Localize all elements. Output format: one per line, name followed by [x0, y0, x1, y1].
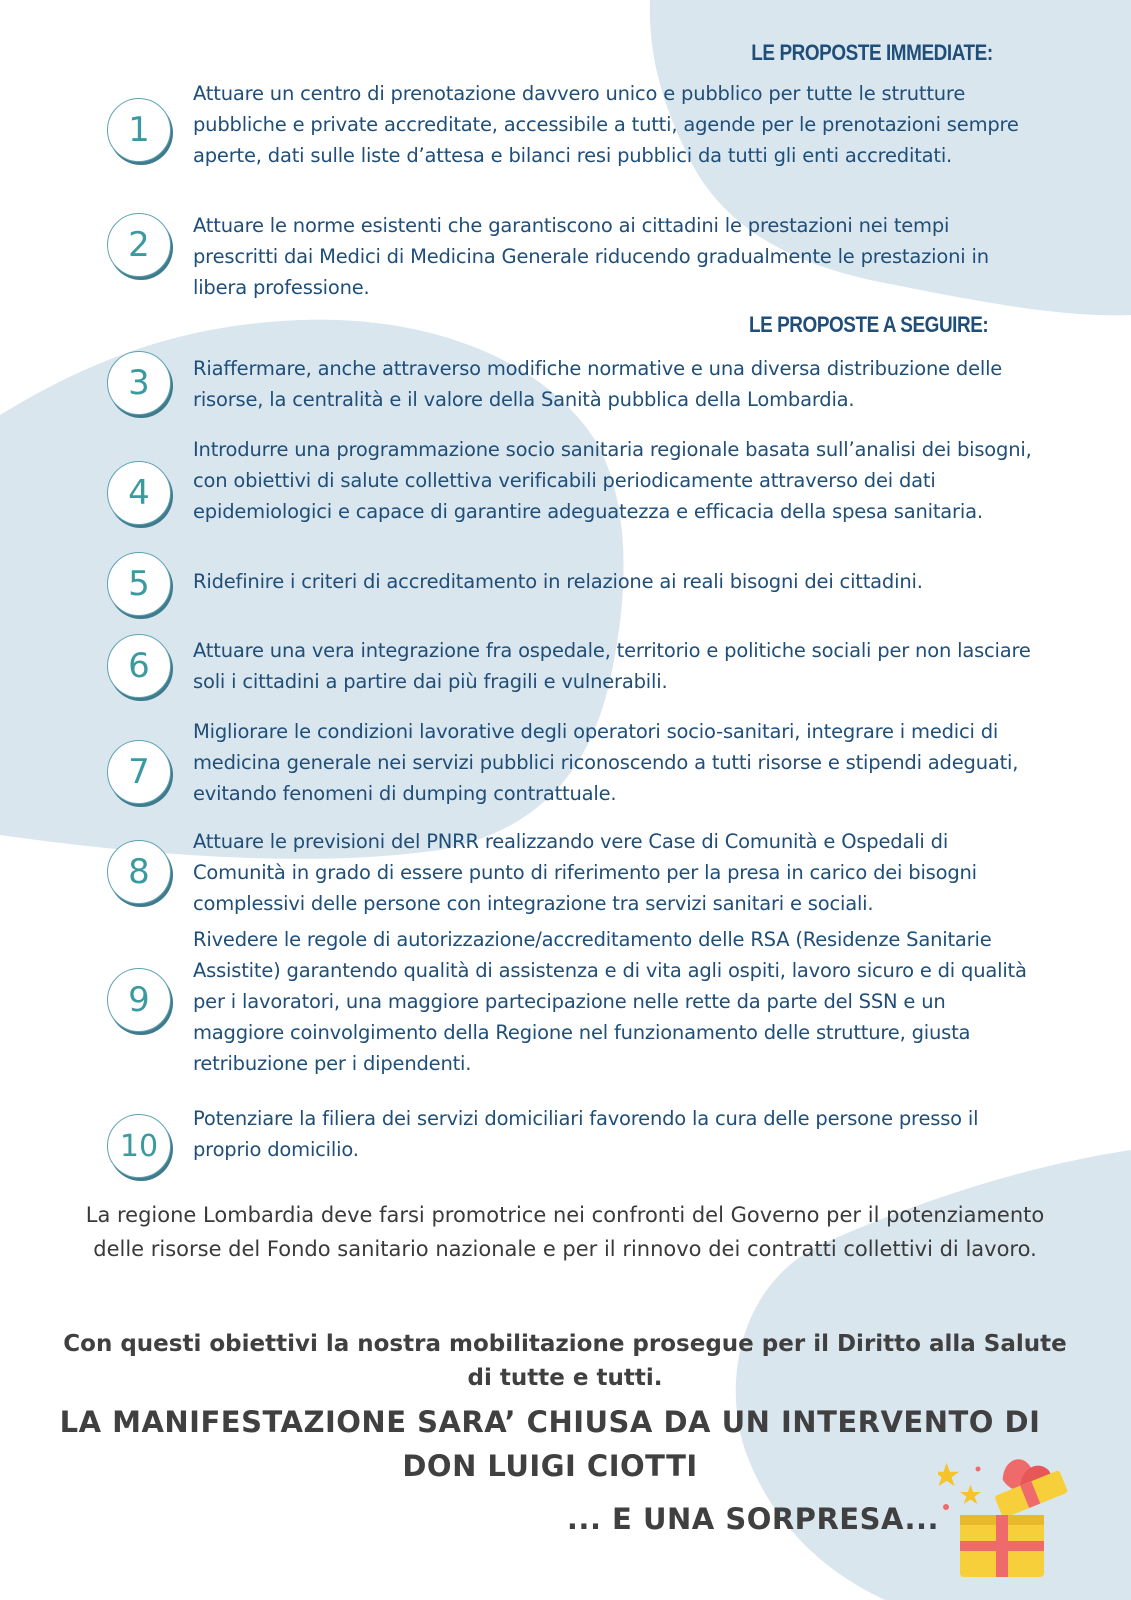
- proposal-number-badge: 10: [107, 1114, 171, 1178]
- proposal-text: Potenziare la filiera dei servizi domiciliari favorendo la cura delle persone presso il proprio domicilio.: [193, 1107, 979, 1161]
- proposal-number-badge: 8: [107, 840, 171, 904]
- star-icon: [960, 1485, 981, 1505]
- proposal-number-badge: 3: [107, 351, 171, 415]
- event-announcement-line-1: LA MANIFESTAZIONE SARA’ CHIUSA DA UN INTERVENTO DI: [59, 1405, 1041, 1439]
- proposal-text: Riaffermare, anche attraverso modifiche normative e una diversa distribuzione delle risorse, la centralità e il valore della Sanità pubblica della Lombardia.: [193, 357, 1003, 411]
- heading-following-proposals: LE PROPOSTE A SEGUIRE:: [748, 312, 988, 337]
- gift-icon: [938, 1455, 1078, 1580]
- event-announcement-line-2: DON LUIGI CIOTTI: [402, 1449, 698, 1483]
- proposal-number-badge: 2: [107, 213, 171, 277]
- mobilization-statement: Con questi obiettivi la nostra mobilitazione prosegue per il Diritto alla Salute di tutte e tutti.: [63, 1331, 1067, 1391]
- proposal-text: Rivedere le regole di autorizzazione/accreditamento delle RSA (Residenze Sanitarie Assistite) garantendo qualità di assistenza e di vita agli ospiti, lavoro sicuro e di qualità per i lavoratori, una maggiore partecipazione nelle rette da parte del SSN e un maggiore coinvolgimento della Regione nel funzionamento delle strutture, giusta retribuzione per i dipendenti.: [193, 928, 1027, 1075]
- proposal-text: Attuare una vera integrazione fra ospedale, territorio e politiche sociali per non lasciare soli i cittadini a partire dai più fragili e vulnerabili.: [193, 639, 1031, 693]
- proposal-text: Attuare le norme esistenti che garantiscono ai cittadini le prestazioni nei tempi prescritti dai Medici di Medicina Generale riducendo gradualmente le prestazioni in libera professione.: [193, 214, 989, 299]
- surprise-text: ... E UNA SORPRESA...: [566, 1502, 939, 1536]
- proposal-number-badge: 1: [107, 98, 171, 162]
- proposal-text: Ridefinire i criteri di accreditamento in relazione ai reali bisogni dei cittadini.: [193, 570, 923, 593]
- proposal-text: Migliorare le condizioni lavorative degli operatori socio-sanitari, integrare i medici di medicina generale nei servizi pubblici riconoscendo a tutti risorse e stipendi adeguati, evitando fenomeni di dumping contrattuale.: [193, 720, 1019, 805]
- star-icon: [938, 1463, 959, 1486]
- proposal-number-badge: 6: [107, 634, 171, 698]
- proposal-number-badge: 7: [107, 740, 171, 804]
- proposal-text: Attuare un centro di prenotazione davvero unico e pubblico per tutte le strutture pubbliche e private accreditate, accessibile a tutti, agende per le prenotazioni sempre aperte, dati sulle liste d’attesa e bilanci resi pubblici da tutti gli enti accreditati.: [193, 82, 1019, 167]
- heading-immediate-proposals: LE PROPOSTE IMMEDIATE:: [751, 40, 993, 65]
- proposal-text: Attuare le previsioni del PNRR realizzando vere Case di Comunità e Ospedali di Comunità in grado di essere punto di riferimento per la presa in carico dei bisogni complessivi delle persone con integrazione tra servizi sanitari e sociali.: [193, 830, 977, 915]
- proposal-number-badge: 4: [107, 461, 171, 525]
- closing-paragraph: La regione Lombardia deve farsi promotrice nei confronti del Governo per il potenziamento delle risorse del Fondo sanitario nazionale e per il rinnovo dei contratti collettivi di lavoro.: [85, 1203, 1045, 1261]
- proposal-number-badge: 9: [107, 968, 171, 1032]
- proposal-number-badge: 5: [107, 552, 171, 616]
- proposal-text: Introdurre una programmazione socio sanitaria regionale basata sull’analisi dei bisogni, con obiettivi di salute collettiva verificabili periodicamente attraverso dei dati epidemiologici e capace di garantire adeguatezza e efficacia della spesa sanitaria.: [193, 438, 1032, 523]
